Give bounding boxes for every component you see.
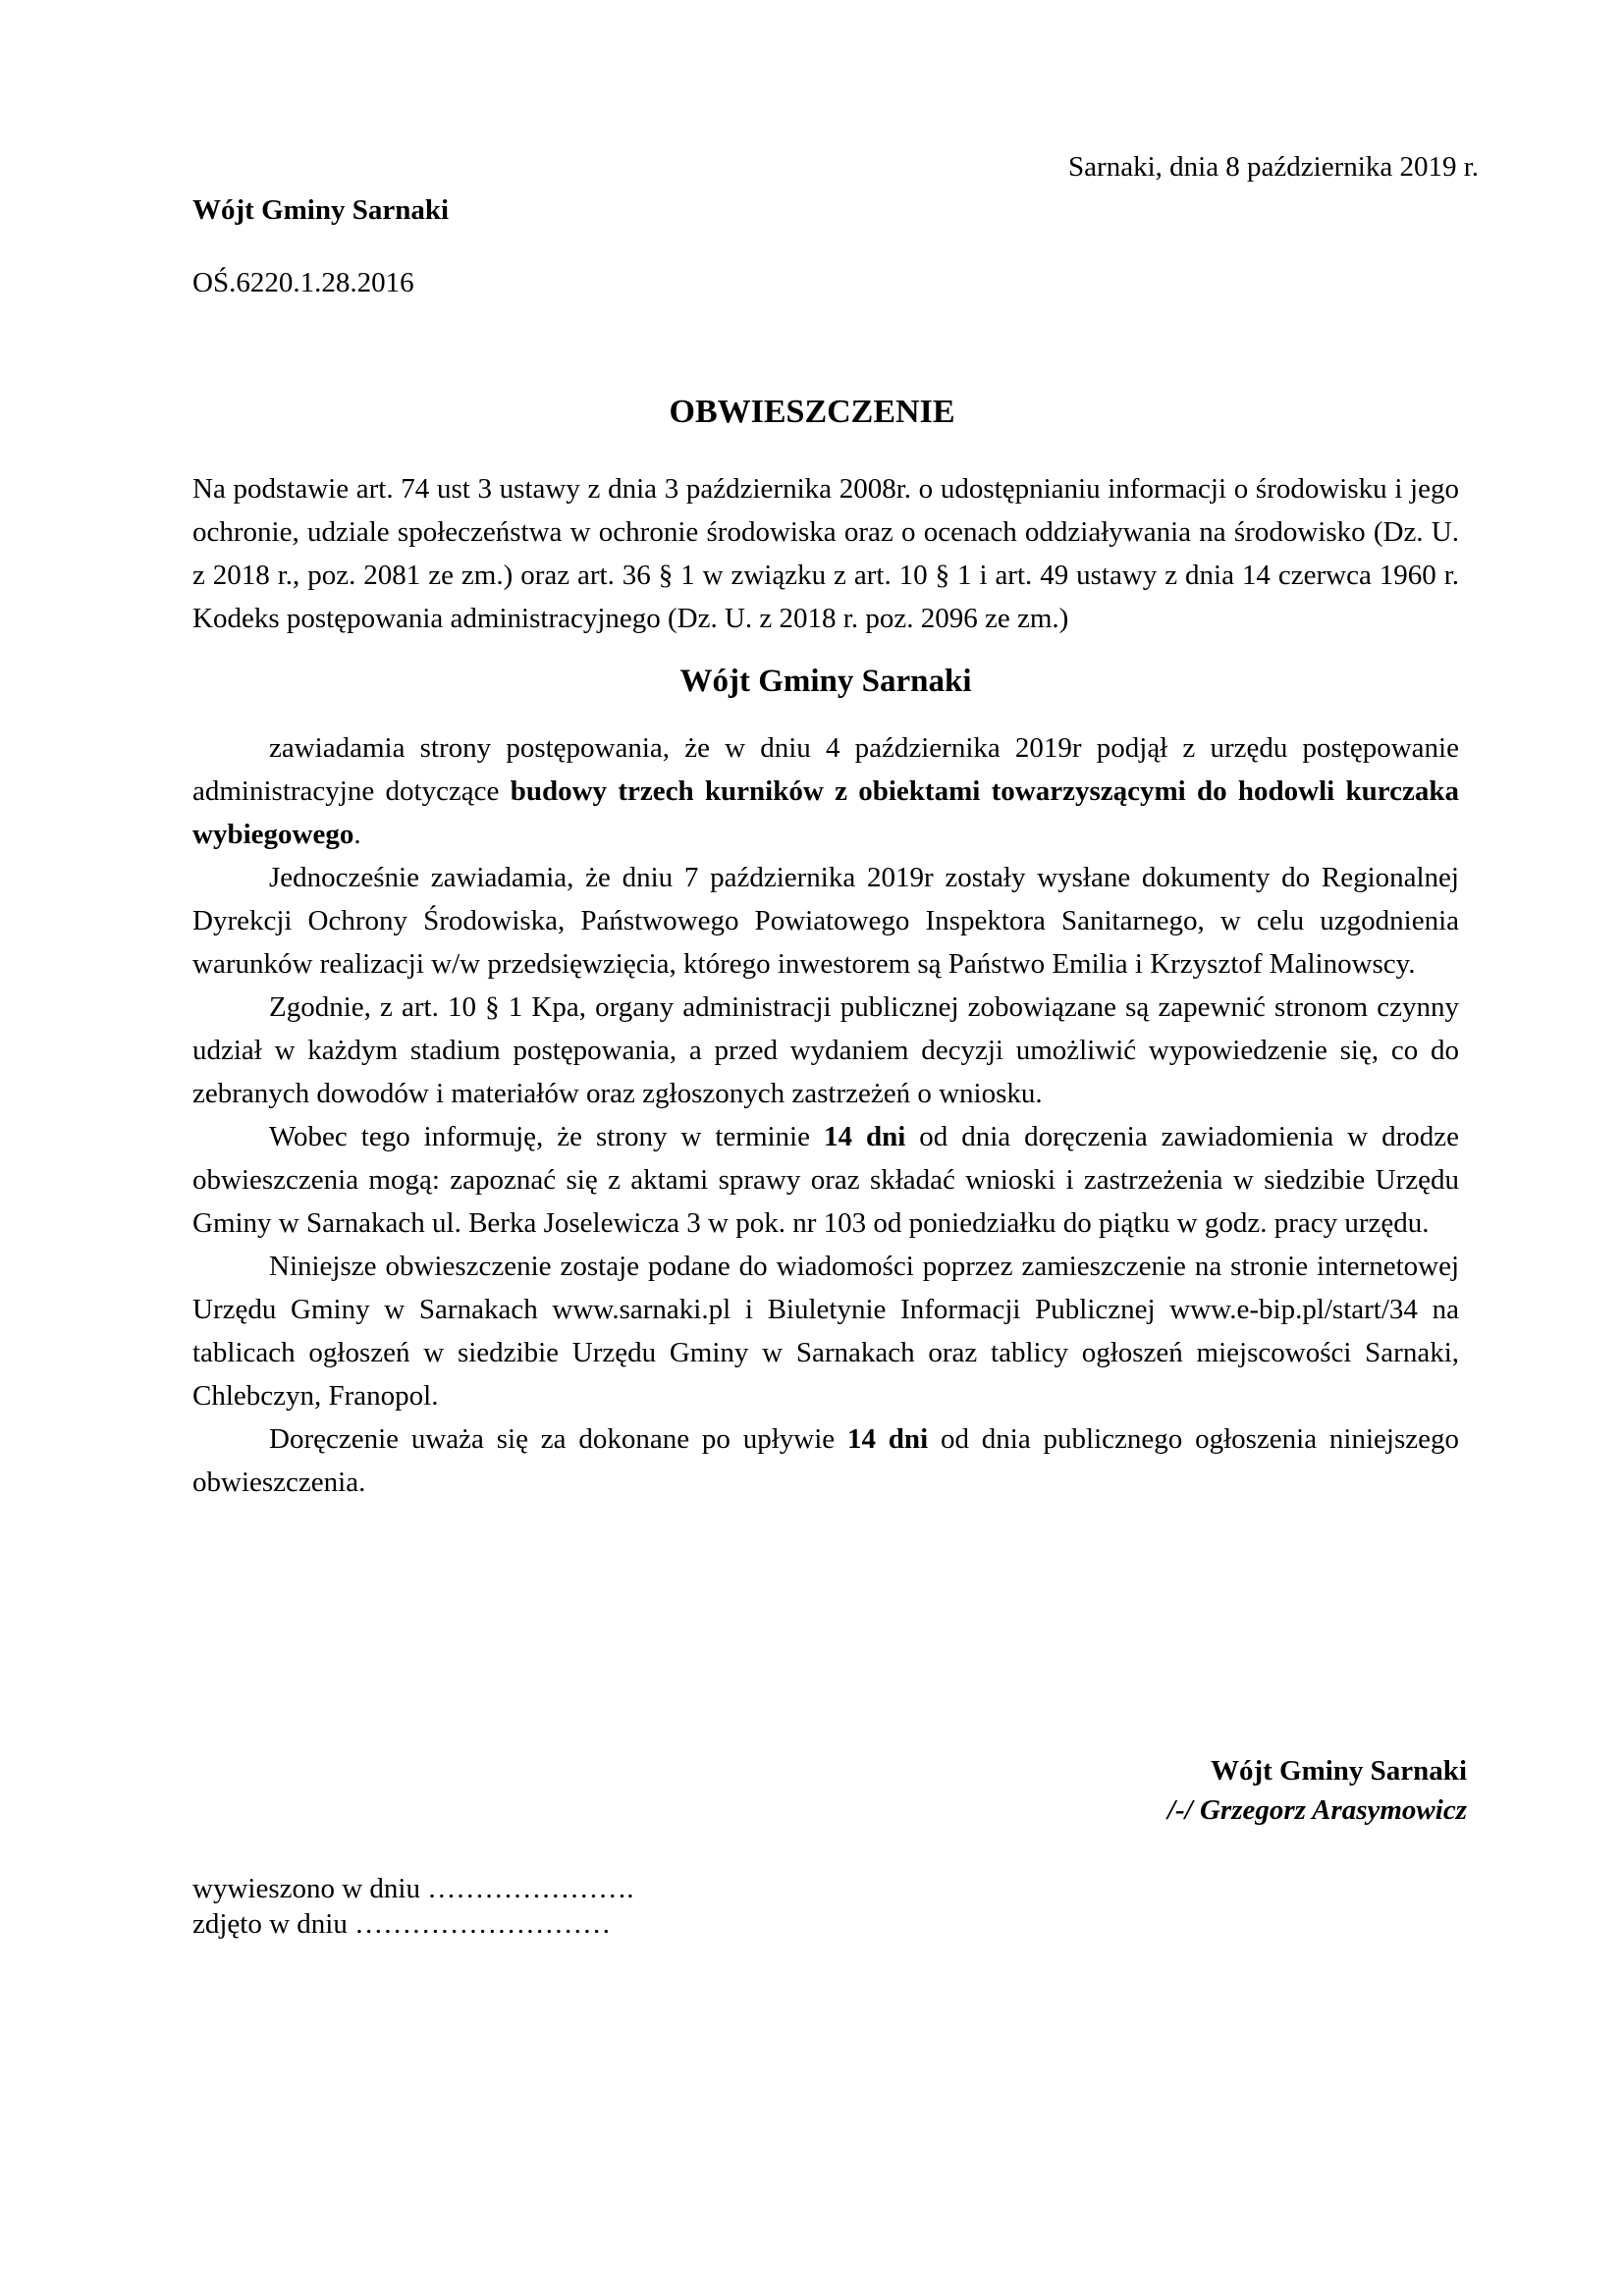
- project-description: budowy trzech kurników z obiektami towarzyszącymi do hodowli kurczaka wybiegowego: [192, 775, 1459, 850]
- paragraph-text: Doręczenie uważa się za dokonane po upływie: [269, 1423, 847, 1455]
- notice-paragraph-2: Jednocześnie zawiadamia, że dniu 7 października 2019r zostały wysłane dokumenty do Regionalnej Dyrekcji Ochrony Środowiska, Państwowego Powiatowego Inspektora Sanitarnego, w celu uzgodnienia warunków realizacji w/w przedsięwzięcia, którego inwestorem są Państwo Emilia i Krzysztof Malinowscy.: [192, 862, 1459, 980]
- notice-paragraph-6: [192, 1417, 1459, 1504]
- notice-paragraph-3: Zgodnie, z art. 10 § 1 Kpa, organy administracji publicznej zobowiązane są zapewnić stronom czynny udział w każdym stadium postępowania, a przed wydaniem decyzji umożliwić wypowiedzenie się, co do zebranych dowodów i materiałów oraz zgłoszonych zastrzeżeń o wniosku.: [192, 991, 1459, 1109]
- signature-title: Wójt Gminy Sarnaki: [1210, 1755, 1467, 1787]
- posting-record: [192, 1871, 633, 1942]
- paragraph-text: .: [353, 819, 361, 850]
- signature-block: [1167, 1751, 1467, 1830]
- authority-heading: Wójt Gminy Sarnaki: [679, 664, 972, 699]
- document-body: [192, 467, 1459, 1504]
- place-date: Sarnaki, dnia 8 października 2019 r.: [1068, 151, 1479, 183]
- notice-paragraph-1: [192, 726, 1459, 856]
- paragraph-text: od dnia publicznego ogłoszenia niniejszego obwieszczenia.: [192, 1423, 1459, 1498]
- notice-paragraph-4: [192, 1115, 1459, 1245]
- signature-name: /-/ Grzegorz Arasymowicz: [1166, 1794, 1467, 1826]
- paragraph-text: zawiadamia strony postępowania, że w dniu 4 października 2019r podjął z urzędu postępowanie administracyjne dotyczące: [192, 732, 1459, 807]
- delivery-days: 14 dni: [846, 1423, 929, 1455]
- document-title: OBWIESZCZENIE: [669, 394, 955, 430]
- posted-date-line: wywieszono w dniu ………………….: [192, 1873, 634, 1904]
- notice-paragraph-5: Niniejsze obwieszczenie zostaje podane do wiadomości poprzez zamieszczenie na stronie internetowej Urzędu Gminy w Sarnakach www.sarnaki.pl i Biuletynie Informacji Publicznej www.e-bip.pl/start/34 na tablicach ogłoszeń w siedzibie Urzędu Gminy w Sarnakach oraz tablicy ogłoszeń miejscowości Sarnaki, Chlebczyn, Franopol.: [192, 1251, 1459, 1412]
- legal-basis-paragraph: Na podstawie art. 74 ust 3 ustawy z dnia 3 października 2008r. o udostępnianiu informacji o środowisku i jego ochronie, udziale społeczeństwa w ochronie środowiska oraz o ocenach oddziaływania na środowisko (Dz. U. z 2018 r., poz. 2081 ze zm.) oraz art. 36 § 1 w związku z art. 10 § 1 i art. 49 ustawy z dnia 14 czerwca 1960 r. Kodeks postępowania administracyjnego (Dz. U. z 2018 r. poz. 2096 ze zm.): [192, 473, 1459, 634]
- issuer-name: Wójt Gminy Sarnaki: [192, 194, 450, 226]
- removed-date-line: zdjęto w dniu ………………………: [192, 1908, 612, 1940]
- reference-number: OŚ.6220.1.28.2016: [192, 267, 414, 298]
- deadline-days: 14 dni: [823, 1121, 906, 1152]
- paragraph-text: Wobec tego informuję, że strony w terminie: [269, 1121, 824, 1152]
- paragraph-text: od dnia doręczenia zawiadomienia w drodze obwieszczenia mogą: zapoznać się z aktami sprawy oraz składać wnioski i zastrzeżenia w siedzibie Urzędu Gminy w Sarnakach ul. Berka Joselewicza 3 w pok. nr 103 od poniedziałku do piątku w godz. pracy urzędu.: [192, 1121, 1459, 1239]
